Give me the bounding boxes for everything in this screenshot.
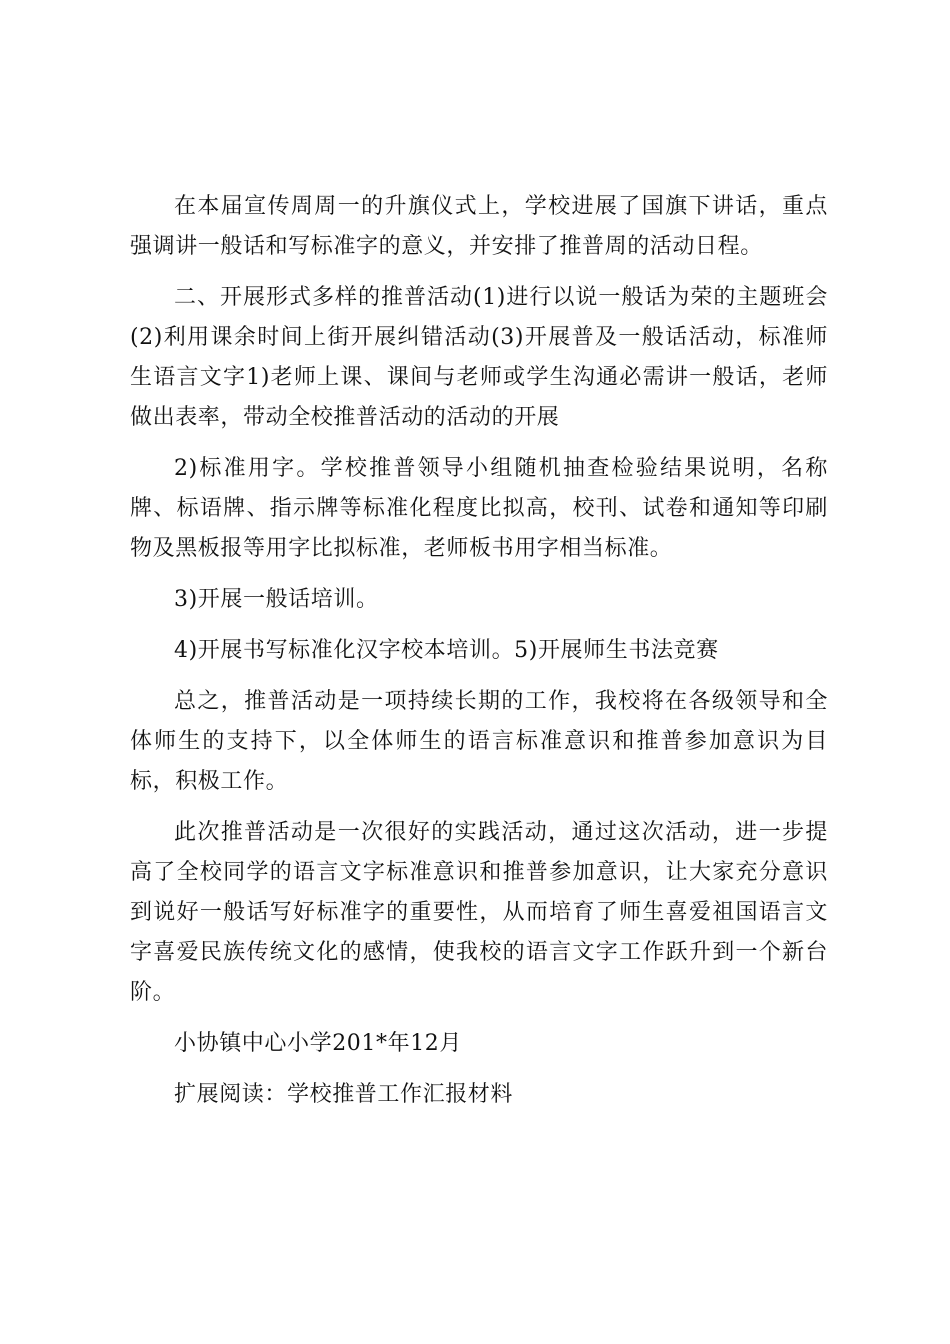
paragraph-training: 3)开展一般话培训。 — [174, 587, 379, 612]
paragraph-conclusion: 此次推普活动是一次很好的实践活动，通过这次活动，进一步提高了全校同学的语言文字标准意识和推普参加意识，让大家充分意识到说好一般话写好标准字的重要性，从而培育了师生喜爱祖国语言文字喜爱民族传统文化的感情，使我校的语言文字工作跃升到一个新台阶。 — [130, 820, 828, 1005]
paragraph-flag-ceremony: 在本届宣传周周一的升旗仪式上，学校进展了国旗下讲话，重点强调讲一般话和写标准字的意义，并安排了推普周的活动日程。 — [130, 194, 828, 259]
paragraph-activities: 二、开展形式多样的推普活动(1)进行以说一般话为荣的主题班会(2)利用课余时间上街开展纠错活动(3)开展普及一般话活动，标准师生语言文字1)老师上课、课间与老师或学生沟通必需讲一般话，老师做出表率，带动全校推普活动的活动的开展 — [130, 285, 828, 430]
paragraph-standard-characters: 2)标准用字。学校推普领导小组随机抽查检验结果说明，名称牌、标语牌、指示牌等标准化程度比拟高，校刊、试卷和通知等印刷物及黑板报等用字比拟标准，老师板书用字相当标准。 — [130, 456, 828, 561]
paragraph-signature: 小协镇中心小学201*年12月 — [174, 1031, 462, 1056]
paragraph-extended-reading: 扩展阅读：学校推普工作汇报材料 — [174, 1082, 514, 1107]
document-body — [130, 187, 828, 1126]
paragraph-summary: 总之，推普活动是一项持续长期的工作，我校将在各级领导和全体师生的支持下，以全体师生的语言标准意识和推普参加意识为目标，积极工作。 — [130, 689, 828, 794]
paragraph-calligraphy: 4)开展书写标准化汉字校本培训。5)开展师生书法竞赛 — [174, 638, 719, 663]
